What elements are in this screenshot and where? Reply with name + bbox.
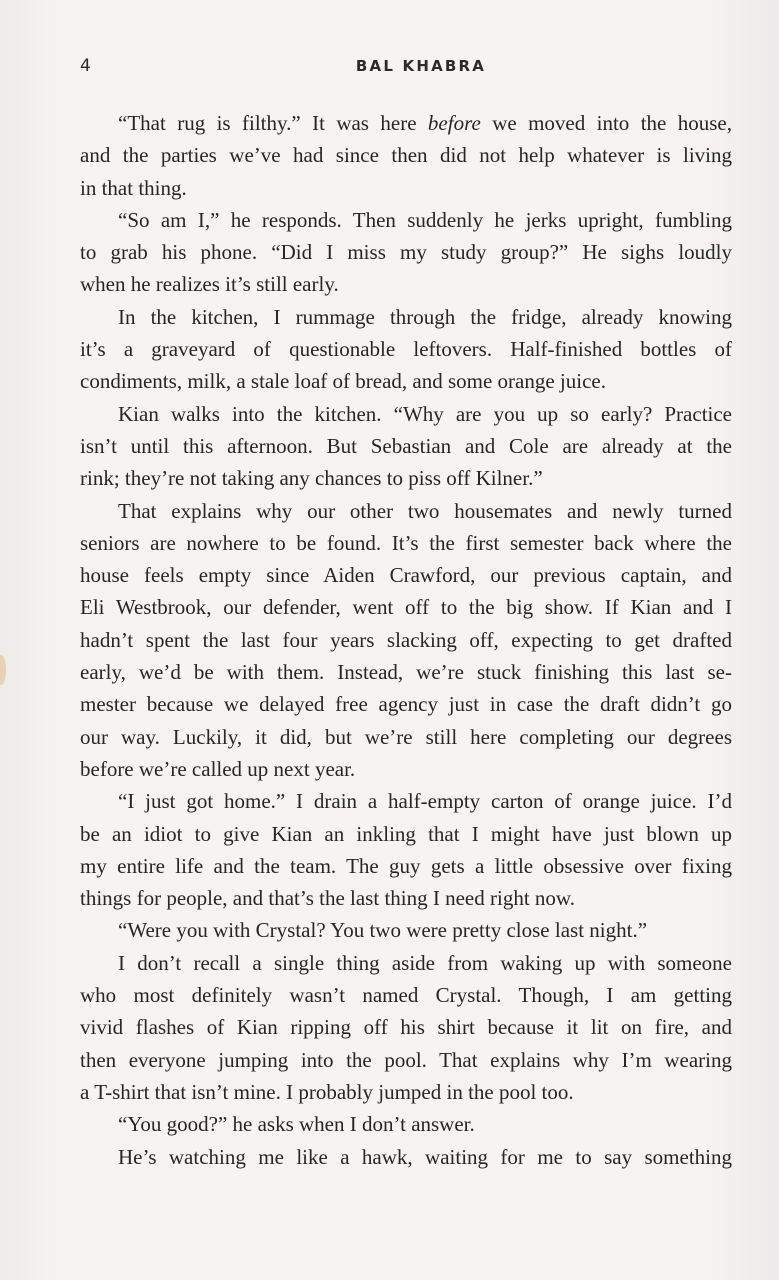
text-line: hadn’t spent the last four years slacking off, expecting to get drafted [80,627,732,652]
text-line: “You good?” he asks when I don’t answer. [118,1112,475,1137]
paragraph [80,398,732,495]
text-line: house feels empty since Aiden Crawford, our previous captain, and [80,563,732,588]
text-line: seniors are nowhere to be found. It’s the first semester back where the [80,530,732,555]
paragraph [80,495,732,786]
paragraph [80,204,732,301]
running-head-author: BAL KHABRA [355,57,487,75]
text-line: before we’re called up next year. [80,756,356,781]
text-segment: we moved into the house, [480,111,732,135]
text-line: isn’t until this afternoon. But Sebastian and Cole are already at the [80,433,732,458]
text-line: to grab his phone. “Did I miss my study group?” He sighs loudly [80,240,732,265]
text-line: early, we’d be with them. Instead, we’re stuck finishing this last se- [80,660,732,685]
text-line: I don’t recall a single thing aside from waking up with someone [118,950,732,975]
text-line: “I just got home.” I drain a half-empty carton of orange juice. I’d [118,789,732,814]
paragraph [80,107,732,204]
paragraph [80,301,732,398]
text-line: it’s a graveyard of questionable leftovers. Half-finished bottles of [80,337,732,362]
text-line: He’s watching me like a hawk, waiting for me to say something [118,1144,732,1169]
paragraph [80,914,732,946]
text-segment: “That rug is filthy.” It was here [118,111,428,135]
text-line: and the parties we’ve had since then did not help whatever is living [80,143,732,168]
text-line: then everyone jumping into the pool. That explains why I’m wearing [80,1047,732,1072]
text-line: rink; they’re not taking any chances to piss off Kilner.” [80,466,543,491]
text-line: vivid flashes of Kian ripping off his shirt because it lit on fire, and [80,1015,732,1040]
text-line: things for people, and that’s the last thing I need right now. [80,886,575,911]
paragraph [80,947,732,1108]
italic-text: before [427,111,481,135]
text-line: who most definitely wasn’t named Crystal. Though, I am getting [80,983,732,1008]
text-line [80,107,732,139]
text-line: be an idiot to give Kian an inkling that I might have just blown up [80,821,732,846]
page-header [80,56,732,80]
text-line: our way. Luckily, it did, but we’re still here completing our degrees [80,724,732,749]
text-line: when he realizes it’s still early. [80,272,339,297]
text-line: Eli Westbrook, our defender, went off to the big show. If Kian and I [80,595,732,620]
paragraph [80,1108,732,1140]
text-line: a T-shirt that isn’t mine. I probably jumped in the pool too. [80,1079,574,1104]
paragraph [80,1141,732,1173]
text-line: That explains why our other two housemates and newly turned [118,498,732,523]
paragraph [80,785,732,914]
text-line: In the kitchen, I rummage through the fridge, already knowing [118,304,732,329]
text-line: my entire life and the team. The guy gets a little obsessive over fixing [80,853,732,878]
page-number: 4 [80,56,91,76]
text-line: mester because we delayed free agency just in case the draft didn’t go [80,692,732,717]
text-line: Kian walks into the kitchen. “Why are you up so early? Practice [118,401,732,426]
text-line: condiments, milk, a stale loaf of bread, and some orange juice. [80,369,606,394]
text-line: “So am I,” he responds. Then suddenly he jerks upright, fumbling [118,207,732,232]
text-line: in that thing. [80,175,187,200]
body-text [80,107,732,1173]
text-line: “Were you with Crystal? You two were pretty close last night.” [118,918,648,943]
page-edge-smudge [0,655,6,685]
